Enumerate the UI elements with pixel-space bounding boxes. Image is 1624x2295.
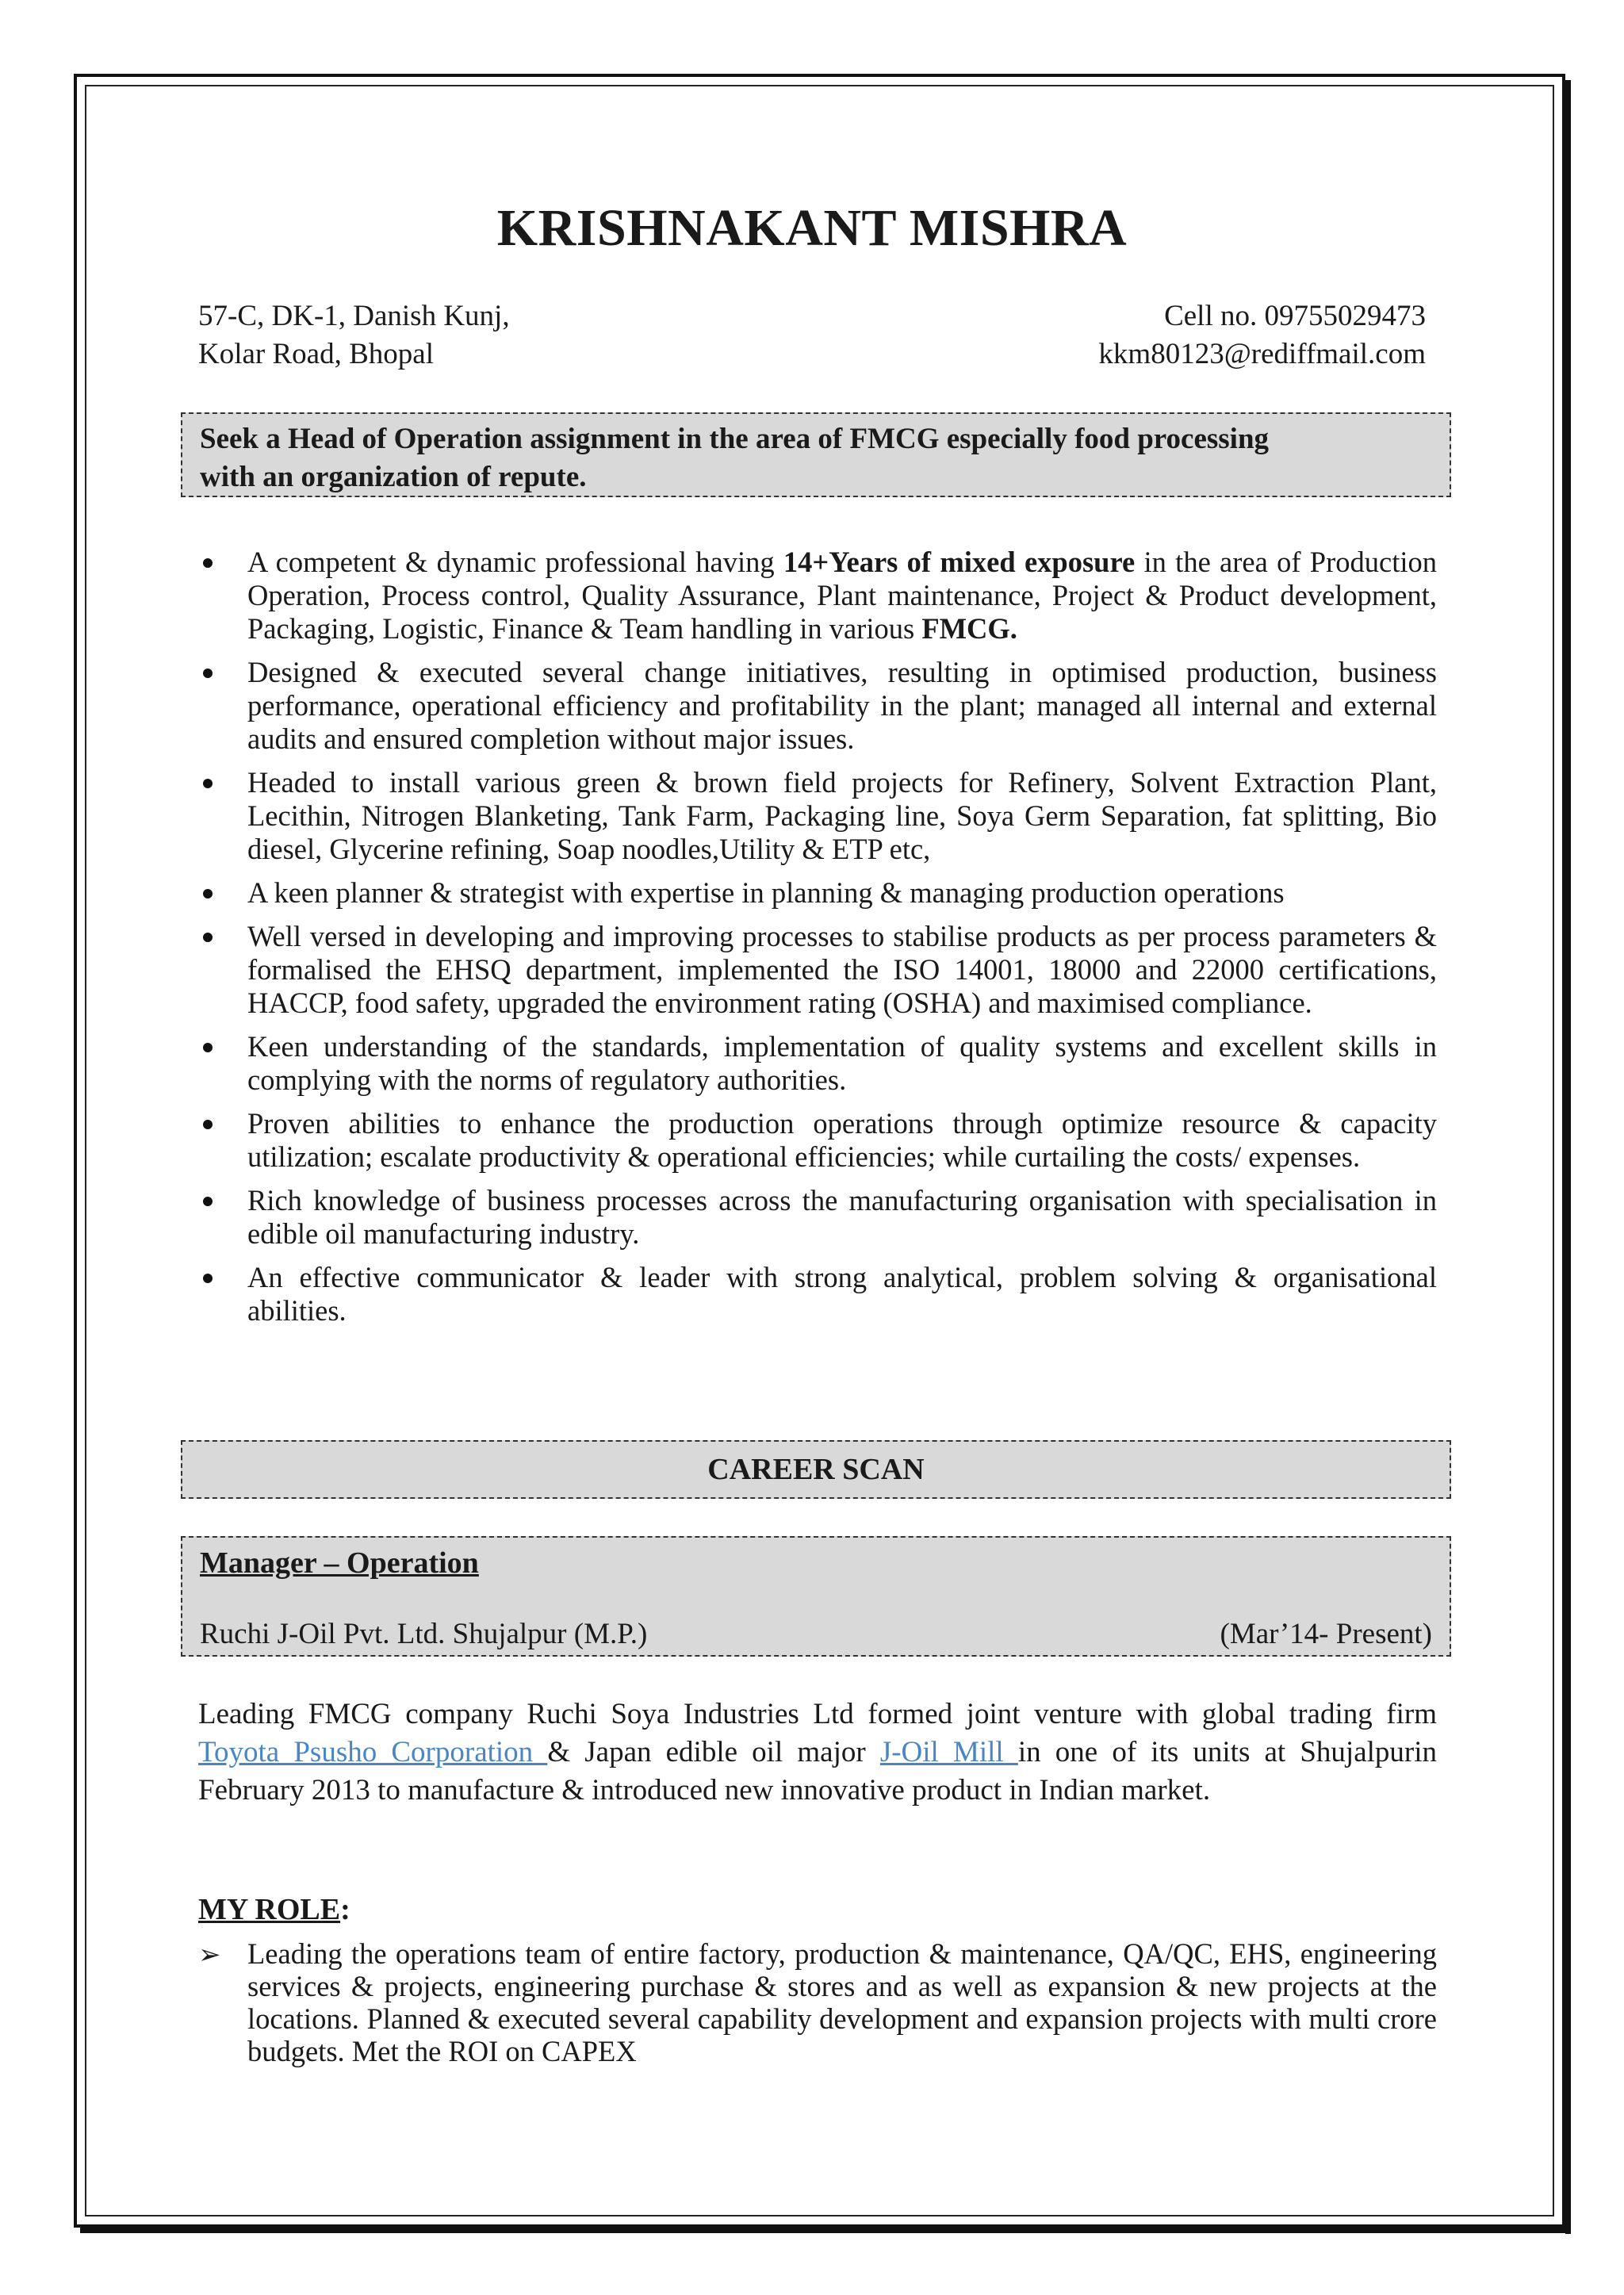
job-header-box xyxy=(181,1536,1451,1657)
list-item xyxy=(198,1184,1437,1251)
bullet-icon xyxy=(203,1043,213,1052)
bullet-icon xyxy=(203,889,213,898)
bullet-icon xyxy=(203,1274,213,1283)
objective-line-1: Seek a Head of Operation assignment in the area of FMCG especially food processing xyxy=(200,423,1270,455)
my-role-label: MY ROLE xyxy=(198,1893,341,1926)
bullet-icon xyxy=(203,1197,213,1206)
bullet-text: Rich knowledge of business processes across the manufacturing organisation with specialisation in edible oil manufacturing industry. xyxy=(247,1184,1437,1250)
list-item xyxy=(198,1030,1437,1097)
description-text: & Japan edible oil major xyxy=(547,1736,880,1768)
toyota-link[interactable]: Toyota Psusho Corporation xyxy=(198,1736,548,1768)
my-role-colon: : xyxy=(340,1893,350,1926)
address-line-1: 57-C, DK-1, Danish Kunj, xyxy=(198,300,510,332)
role-list xyxy=(198,1937,1437,2067)
description-text: in one of its units at Shujalpurin February 2013 to manufacture & introduced new innovative product in Indian market. xyxy=(198,1736,1438,1806)
job-dates: (Mar’14- Present) xyxy=(1220,1618,1432,1650)
bullet-icon xyxy=(203,779,213,788)
address-line-2: Kolar Road, Bhopal xyxy=(198,338,434,370)
bullet-text: A competent & dynamic professional having xyxy=(247,546,783,578)
list-item xyxy=(198,876,1437,910)
list-item xyxy=(198,546,1437,646)
bullet-text: A keen planner & strategist with expertise in planning & managing production operations xyxy=(247,876,1285,909)
role-text: Leading the operations team of entire factory, production & maintenance, QA/QC, EHS, engineering services & projects, engineering purchase & stores and as well as expansion & new projects at the locations. Planned & executed several capability development and expansion projects with multi crore budgets. Met the ROI on CAPEX xyxy=(247,1937,1437,2067)
bullet-text: Well versed in developing and improving processes to stabilise products as per process parameters & formalised the EHSQ department, implemented the ISO 14001, 18000 and 22000 certifications, HACCP, food safety, upgraded the environment rating (OSHA) and maximised compliance. xyxy=(247,920,1437,1019)
bullet-icon xyxy=(203,558,213,568)
description-text: Leading FMCG company Ruchi Soya Industries Ltd formed joint venture with global trading firm xyxy=(198,1698,1437,1730)
bullet-icon xyxy=(203,1120,213,1129)
list-item xyxy=(198,1261,1437,1328)
bullet-bold-text: 14+Years of mixed exposure xyxy=(783,546,1136,578)
objective-line-2: with an organization of repute. xyxy=(200,461,587,493)
candidate-name: KRISHNAKANT MISHRA xyxy=(496,199,1128,257)
my-role-heading xyxy=(198,1892,350,1927)
bullet-icon xyxy=(203,669,213,678)
arrow-bullet-icon: ➢ xyxy=(198,1939,221,1971)
summary-list xyxy=(198,546,1437,1338)
cell-number: Cell no. 09755029473 xyxy=(1164,300,1426,332)
bullet-text: Headed to install various green & brown field projects for Refinery, Solvent Extraction Plant, Lecithin, Nitrogen Blanketing, Tank Farm, Packaging line, Soya Germ Separation, fat splitting, Bio diesel, Glycerine refining, Soap noodles,Utility & ETP etc, xyxy=(247,766,1437,865)
job-title: Manager – Operation xyxy=(200,1546,479,1580)
bullet-text: Proven abilities to enhance the production operations through optimize resource & capacity utilization; escalate productivity & operational efficiencies; while curtailing the costs/ expenses. xyxy=(247,1107,1437,1173)
job-company: Ruchi J-Oil Pvt. Ltd. Shujalpur (M.P.) xyxy=(200,1618,648,1650)
bullet-text: An effective communicator & leader with strong analytical, problem solving & organisational abilities. xyxy=(247,1261,1437,1327)
list-item xyxy=(198,766,1437,866)
bullet-text: in the area of Production Operation, Process control, Quality Assurance, Plant maintenance, Project & Product development, Packaging, Logistic, Finance & Team handling in various xyxy=(247,546,1437,645)
list-item xyxy=(198,920,1437,1020)
company-description xyxy=(198,1695,1437,1810)
bullet-text: Keen understanding of the standards, implementation of quality systems and excellent skills in complying with the norms of regulatory authorities. xyxy=(247,1030,1437,1096)
joil-link[interactable]: J-Oil Mill xyxy=(879,1736,1018,1768)
bullet-bold-text: FMCG. xyxy=(921,612,1017,645)
bullet-icon xyxy=(203,933,213,942)
list-item xyxy=(198,656,1437,756)
bullet-text: Designed & executed several change initiatives, resulting in optimised production, business performance, operational efficiency and profitability in the plant; managed all internal and external audits and ensured completion without major issues. xyxy=(247,656,1437,755)
email-address[interactable]: kkm80123@rediffmail.com xyxy=(1098,338,1426,370)
list-item xyxy=(198,1937,1437,2067)
career-scan-heading: CAREER SCAN xyxy=(181,1440,1451,1499)
objective-box xyxy=(181,412,1451,497)
list-item xyxy=(198,1107,1437,1174)
